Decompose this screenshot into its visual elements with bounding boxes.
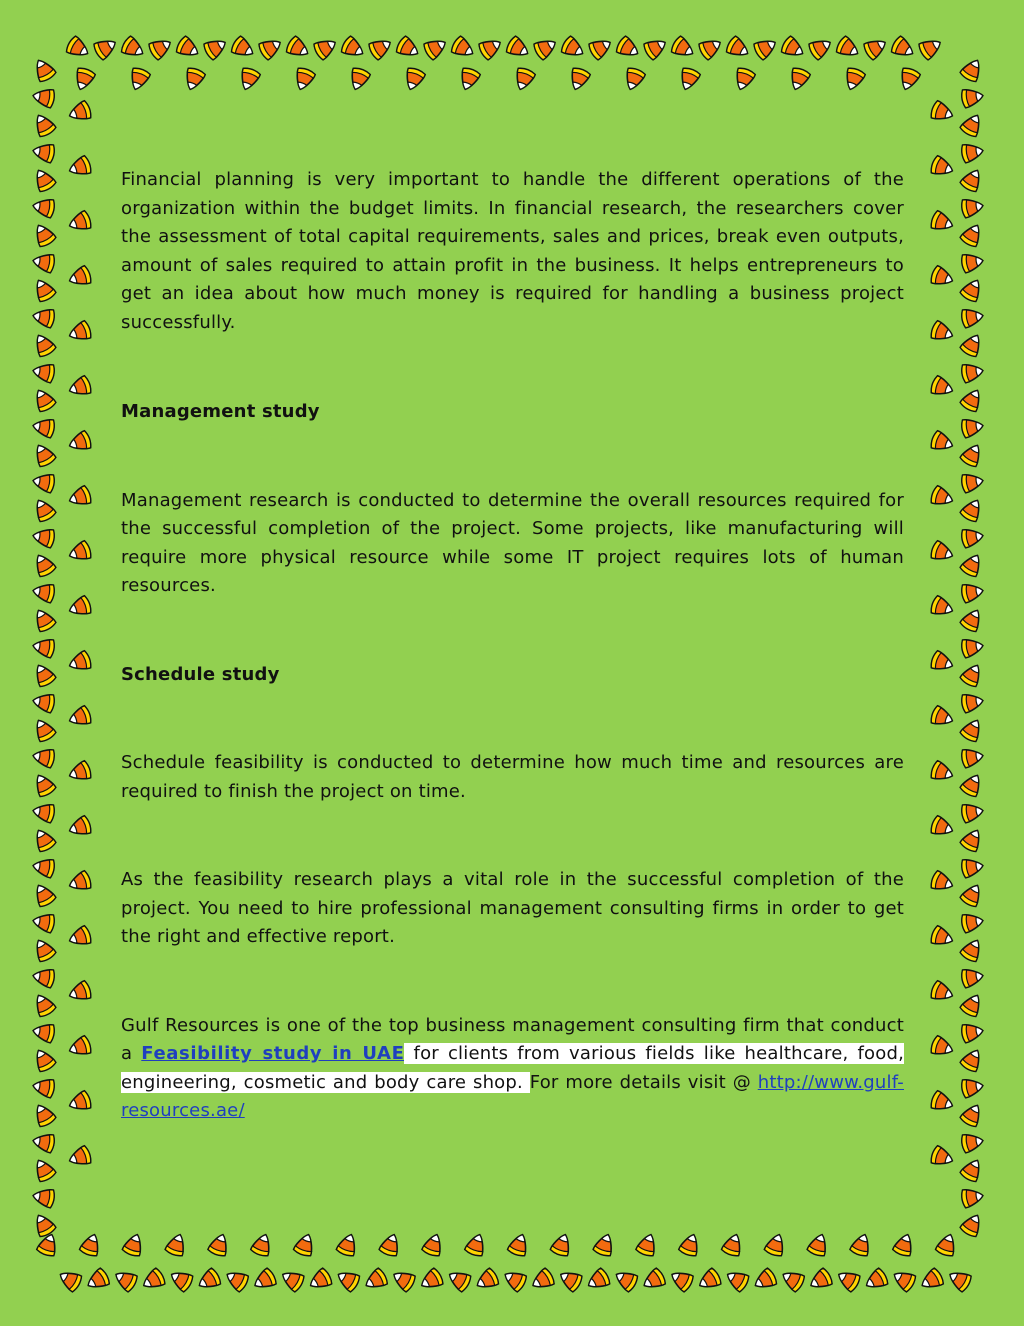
candy-corn-icon xyxy=(752,35,779,61)
candy-corn-icon xyxy=(567,67,591,93)
candy-corn-icon xyxy=(930,1145,956,1169)
candy-corn-icon xyxy=(961,1077,985,1098)
candy-corn-icon xyxy=(930,650,956,674)
candy-corn-icon xyxy=(961,362,985,383)
candy-corn-icon xyxy=(930,540,956,564)
candy-corn-icon xyxy=(959,1211,985,1238)
candy-corn-icon xyxy=(67,870,93,894)
candy-corn-icon xyxy=(257,35,284,61)
candy-corn-icon xyxy=(807,35,834,61)
candy-corn-icon xyxy=(560,35,587,61)
candy-corn-icon xyxy=(959,331,985,358)
candy-corn-icon xyxy=(890,1267,917,1293)
candy-corn-icon xyxy=(959,551,985,578)
candy-corn-icon xyxy=(147,35,174,61)
candy-corn-icon xyxy=(961,417,985,438)
candy-corn-icon xyxy=(764,1232,788,1258)
candy-corn-icon xyxy=(31,221,57,248)
candy-corn-icon xyxy=(31,1156,57,1183)
candy-corn-icon xyxy=(935,1232,959,1258)
candy-corn-icon xyxy=(780,35,807,61)
candy-corn-icon xyxy=(32,1132,56,1153)
candy-corn-icon xyxy=(961,857,985,878)
candy-corn-icon xyxy=(84,1267,111,1293)
candy-corn-icon xyxy=(457,67,481,93)
feasibility-study-link[interactable]: Feasibility study in UAE xyxy=(141,1043,405,1064)
candy-corn-icon xyxy=(959,1156,985,1183)
candy-corn-icon xyxy=(32,472,56,493)
candy-corn-icon xyxy=(31,166,57,193)
candy-corn-icon xyxy=(959,386,985,413)
candy-corn-icon xyxy=(959,166,985,193)
paragraph-gulf-resources xyxy=(121,1012,904,1126)
candy-corn-icon xyxy=(32,912,56,933)
candy-corn-icon xyxy=(961,692,985,713)
candy-corn-icon xyxy=(67,485,93,509)
candy-corn-icon xyxy=(32,637,56,658)
candy-corn-icon xyxy=(550,1232,574,1258)
gulf-text-highlighted: for clients from various fields like healthcare, food, engineering, cosmetic and body care shop. xyxy=(121,1043,905,1093)
candy-corn-icon xyxy=(961,802,985,823)
candy-corn-icon xyxy=(230,35,257,61)
candy-corn-icon xyxy=(622,67,646,93)
candy-corn-icon xyxy=(31,826,57,853)
candy-corn-icon xyxy=(695,1267,722,1293)
candy-corn-icon xyxy=(732,67,756,93)
candy-corn-icon xyxy=(959,441,985,468)
candy-corn-icon xyxy=(532,35,559,61)
candy-corn-icon xyxy=(390,1267,417,1293)
candy-corn-icon xyxy=(67,540,93,564)
candy-corn-icon xyxy=(930,595,956,619)
candy-corn-icon xyxy=(223,1267,250,1293)
heading-management-study: Management study xyxy=(121,401,320,422)
candy-corn-icon xyxy=(807,1232,831,1258)
candy-corn-icon xyxy=(842,67,866,93)
candy-corn-icon xyxy=(930,705,956,729)
candy-corn-icon xyxy=(312,35,339,61)
candy-corn-icon xyxy=(450,35,477,61)
candy-corn-icon xyxy=(635,1232,659,1258)
gulf-text-intro: Gulf Resources is one of the top business management consulting firm that conduct a xyxy=(121,1014,904,1064)
candy-corn-icon xyxy=(930,485,956,509)
candy-corn-icon xyxy=(32,142,56,163)
candy-corn-icon xyxy=(292,67,316,93)
candy-corn-icon xyxy=(697,35,724,61)
candy-corn-icon xyxy=(32,582,56,603)
paragraph-conclusion: As the feasibility research plays a vital role in the successful completion of the project. You need to hire professional management consulting firms in order to get the right and effective report. xyxy=(121,869,904,947)
candy-corn-icon xyxy=(175,35,202,61)
candy-corn-icon xyxy=(395,35,422,61)
candy-corn-icon xyxy=(961,142,985,163)
candy-corn-icon xyxy=(112,1267,139,1293)
candy-corn-icon xyxy=(959,936,985,963)
candy-corn-icon xyxy=(930,1035,956,1059)
candy-corn-icon xyxy=(892,1232,916,1258)
candy-corn-icon xyxy=(961,582,985,603)
paragraph-management-research: Management research is conducted to determine the overall resources required for the successful completion of the project. Some projects, like manufacturing will require more physical resource while some IT project requires lots of human resources. xyxy=(121,489,904,596)
candy-corn-icon xyxy=(473,1267,500,1293)
candy-corn-icon xyxy=(182,67,206,93)
candy-corn-icon xyxy=(31,1211,57,1238)
candy-corn-icon xyxy=(237,67,261,93)
candy-corn-icon xyxy=(779,1267,806,1293)
candy-corn-icon xyxy=(946,1267,973,1293)
candy-corn-icon xyxy=(127,67,151,93)
candy-corn-icon xyxy=(930,320,956,344)
candy-corn-icon xyxy=(640,1267,667,1293)
candy-corn-icon xyxy=(32,527,56,548)
candy-corn-icon xyxy=(31,771,57,798)
candy-corn-icon xyxy=(139,1267,166,1293)
candy-corn-icon xyxy=(92,35,119,61)
candy-corn-icon xyxy=(67,815,93,839)
candy-corn-icon xyxy=(961,87,985,108)
candy-corn-icon xyxy=(668,1267,695,1293)
candy-corn-icon xyxy=(67,1145,93,1169)
candy-corn-icon xyxy=(723,1267,750,1293)
candy-corn-icon xyxy=(67,760,93,784)
candy-corn-icon xyxy=(306,1267,333,1293)
candy-corn-icon xyxy=(165,1232,189,1258)
candy-corn-icon xyxy=(122,1232,146,1258)
candy-corn-icon xyxy=(930,375,956,399)
candy-corn-icon xyxy=(615,35,642,61)
candy-corn-icon xyxy=(930,430,956,454)
candy-corn-icon xyxy=(32,857,56,878)
candy-corn-icon xyxy=(961,1132,985,1153)
paragraph-financial-planning: Financial planning is very important to handle the different operations of the organization within the budget limits. In financial research, the researchers cover the assessment of total capital requirements, sales and prices, break even outputs, amount of sales required to attain profit in the business. It helps entrepreneurs to get an idea about how much money is required for handling a business project successfully. xyxy=(121,169,904,333)
candy-corn-icon xyxy=(67,210,93,234)
gulf-text-details: For more details visit @ xyxy=(529,1071,758,1093)
candy-corn-icon xyxy=(930,100,956,124)
candy-corn-icon xyxy=(507,1232,531,1258)
candy-corn-icon xyxy=(959,276,985,303)
candy-corn-icon xyxy=(31,386,57,413)
candy-corn-icon xyxy=(79,1232,103,1258)
candy-corn-icon xyxy=(959,606,985,633)
candy-corn-icon xyxy=(67,595,93,619)
candy-corn-icon xyxy=(501,1267,528,1293)
candy-corn-icon xyxy=(422,35,449,61)
candy-corn-icon xyxy=(278,1267,305,1293)
candy-corn-icon xyxy=(402,67,426,93)
candy-corn-icon xyxy=(31,661,57,688)
candy-corn-icon xyxy=(930,760,956,784)
candy-corn-icon xyxy=(56,1267,83,1293)
candy-corn-icon xyxy=(67,375,93,399)
website-url-link[interactable]: http://www.gulf-resources.ae/ xyxy=(121,1071,904,1121)
candy-corn-icon xyxy=(787,67,811,93)
candy-corn-icon xyxy=(959,661,985,688)
candy-corn-icon xyxy=(612,1267,639,1293)
candy-corn-icon xyxy=(120,35,147,61)
candy-corn-icon xyxy=(379,1232,403,1258)
candy-corn-icon xyxy=(31,991,57,1018)
candy-corn-icon xyxy=(930,155,956,179)
candy-corn-icon xyxy=(930,870,956,894)
candy-corn-icon xyxy=(32,967,56,988)
candy-corn-icon xyxy=(918,1267,945,1293)
candy-corn-icon xyxy=(961,912,985,933)
candy-corn-icon xyxy=(849,1232,873,1258)
candy-corn-icon xyxy=(31,331,57,358)
candy-corn-icon xyxy=(587,35,614,61)
candy-corn-icon xyxy=(67,265,93,289)
candy-corn-icon xyxy=(67,1090,93,1114)
candy-corn-icon xyxy=(512,67,536,93)
candy-corn-icon xyxy=(31,56,57,83)
candy-corn-icon xyxy=(464,1232,488,1258)
candy-corn-icon xyxy=(67,1035,93,1059)
candy-corn-icon xyxy=(417,1267,444,1293)
candy-corn-icon xyxy=(930,980,956,1004)
candy-corn-icon xyxy=(959,221,985,248)
candy-corn-icon xyxy=(67,650,93,674)
candy-corn-icon xyxy=(65,35,92,61)
candy-corn-icon xyxy=(293,1232,317,1258)
candy-corn-icon xyxy=(31,1046,57,1073)
candy-corn-icon xyxy=(32,197,56,218)
candy-corn-icon xyxy=(32,252,56,273)
candy-corn-icon xyxy=(751,1267,778,1293)
candy-corn-icon xyxy=(959,716,985,743)
candy-corn-icon xyxy=(336,1232,360,1258)
candy-corn-icon xyxy=(32,307,56,328)
candy-corn-icon xyxy=(477,35,504,61)
candy-corn-icon xyxy=(725,35,752,61)
candy-corn-icon xyxy=(961,1187,985,1208)
candy-corn-icon xyxy=(959,111,985,138)
heading-schedule-study: Schedule study xyxy=(121,663,280,685)
candy-corn-icon xyxy=(31,1101,57,1128)
candy-corn-icon xyxy=(32,802,56,823)
paragraph-schedule-feasibility: Schedule feasibility is conducted to determine how much time and resources are required to finish the project on time. xyxy=(121,752,904,802)
candy-corn-icon xyxy=(31,551,57,578)
candy-corn-icon xyxy=(670,35,697,61)
candy-corn-icon xyxy=(31,441,57,468)
candy-corn-icon xyxy=(31,716,57,743)
candy-corn-icon xyxy=(529,1267,556,1293)
candy-corn-icon xyxy=(835,35,862,61)
candy-corn-icon xyxy=(593,1232,617,1258)
candy-corn-icon xyxy=(930,265,956,289)
candy-corn-icon xyxy=(834,1267,861,1293)
candy-corn-icon xyxy=(31,936,57,963)
candy-corn-icon xyxy=(807,1267,834,1293)
candy-corn-icon xyxy=(67,100,93,124)
candy-corn-icon xyxy=(961,967,985,988)
candy-corn-icon xyxy=(961,747,985,768)
candy-corn-icon xyxy=(959,496,985,523)
candy-corn-icon xyxy=(678,1232,702,1258)
candy-corn-icon xyxy=(32,1022,56,1043)
candy-corn-icon xyxy=(340,35,367,61)
candy-corn-icon xyxy=(334,1267,361,1293)
candy-corn-icon xyxy=(67,430,93,454)
candy-corn-icon xyxy=(362,1267,389,1293)
candy-corn-icon xyxy=(584,1267,611,1293)
candy-corn-icon xyxy=(32,747,56,768)
candy-corn-icon xyxy=(195,1267,222,1293)
candy-corn-icon xyxy=(959,826,985,853)
candy-corn-icon xyxy=(207,1232,231,1258)
candy-corn-icon xyxy=(67,320,93,344)
candy-corn-icon xyxy=(505,35,532,61)
candy-corn-icon xyxy=(32,87,56,108)
candy-corn-icon xyxy=(930,925,956,949)
candy-corn-icon xyxy=(31,606,57,633)
candy-corn-icon xyxy=(32,1187,56,1208)
candy-corn-icon xyxy=(961,527,985,548)
candy-corn-icon xyxy=(961,637,985,658)
candy-corn-icon xyxy=(347,67,371,93)
candy-corn-icon xyxy=(285,35,312,61)
candy-corn-icon xyxy=(642,35,669,61)
candy-corn-icon xyxy=(917,35,944,61)
candy-corn-icon xyxy=(862,35,889,61)
candy-corn-icon xyxy=(67,155,93,179)
candy-corn-icon xyxy=(67,705,93,729)
candy-corn-icon xyxy=(961,252,985,273)
candy-corn-icon xyxy=(930,1090,956,1114)
candy-corn-icon xyxy=(32,692,56,713)
candy-corn-icon xyxy=(959,56,985,83)
candy-corn-icon xyxy=(961,472,985,493)
candy-corn-icon xyxy=(897,67,921,93)
candy-corn-icon xyxy=(31,881,57,908)
candy-corn-icon xyxy=(32,362,56,383)
candy-corn-icon xyxy=(72,67,96,93)
candy-corn-icon xyxy=(930,210,956,234)
candy-corn-icon xyxy=(32,417,56,438)
candy-corn-icon xyxy=(31,111,57,138)
candy-corn-icon xyxy=(167,1267,194,1293)
candy-corn-icon xyxy=(31,276,57,303)
candy-corn-icon xyxy=(202,35,229,61)
candy-corn-icon xyxy=(32,1077,56,1098)
candy-corn-icon xyxy=(31,496,57,523)
candy-corn-icon xyxy=(677,67,701,93)
candy-corn-icon xyxy=(862,1267,889,1293)
candy-corn-icon xyxy=(367,35,394,61)
candy-corn-icon xyxy=(959,881,985,908)
candy-corn-icon xyxy=(959,1101,985,1128)
candy-corn-icon xyxy=(251,1267,278,1293)
candy-corn-icon xyxy=(959,771,985,798)
candy-corn-icon xyxy=(890,35,917,61)
candy-corn-icon xyxy=(67,980,93,1004)
candy-corn-icon xyxy=(961,1022,985,1043)
candy-corn-icon xyxy=(556,1267,583,1293)
candy-corn-icon xyxy=(959,991,985,1018)
document-body xyxy=(121,166,904,1126)
candy-corn-icon xyxy=(67,925,93,949)
candy-corn-icon xyxy=(250,1232,274,1258)
candy-corn-icon xyxy=(961,197,985,218)
candy-corn-icon xyxy=(959,1046,985,1073)
candy-corn-icon xyxy=(445,1267,472,1293)
candy-corn-icon xyxy=(421,1232,445,1258)
candy-corn-icon xyxy=(961,307,985,328)
candy-corn-icon xyxy=(930,815,956,839)
candy-corn-icon xyxy=(721,1232,745,1258)
